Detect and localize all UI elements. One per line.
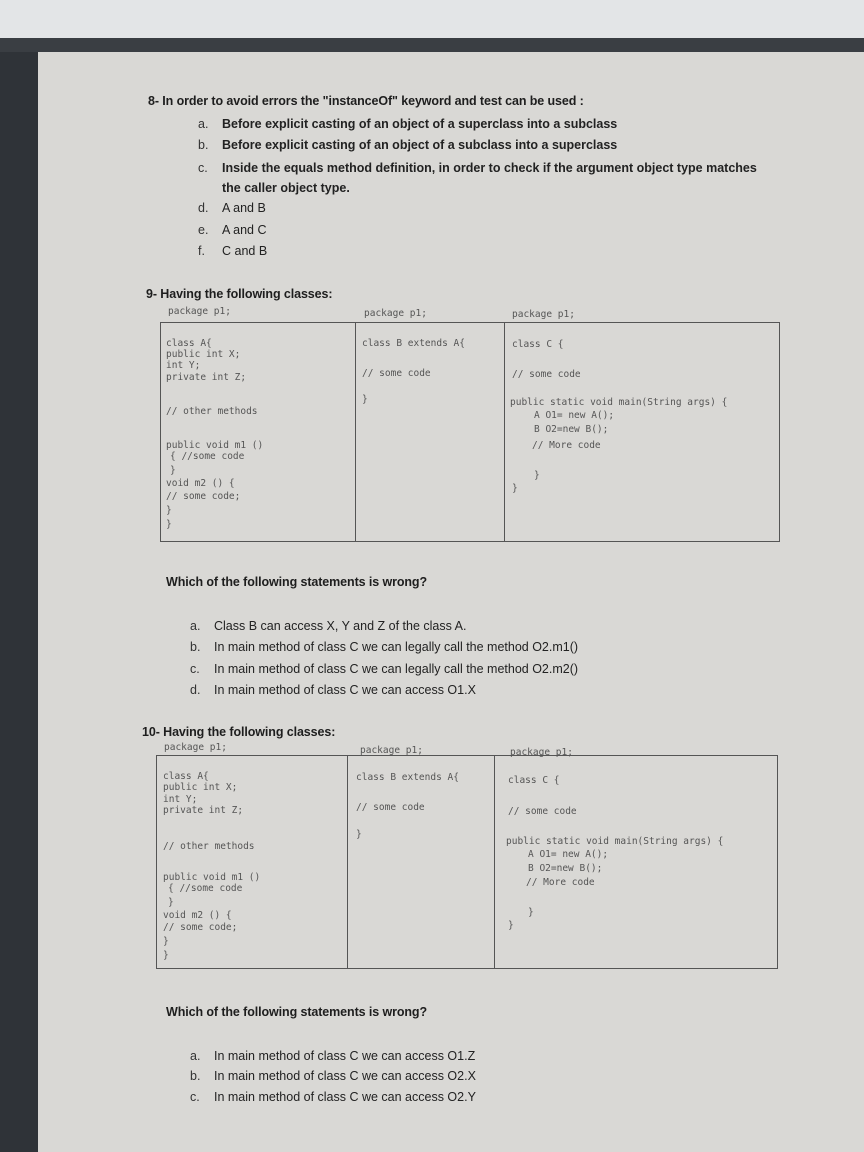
q9-code-line: int Y;: [166, 360, 201, 371]
q9-code-line: }: [362, 394, 368, 405]
q9-option-b: b. In main method of class C we can legally call the method O2.m1(): [190, 640, 579, 654]
q9-stem: 9- Having the following classes:: [146, 287, 333, 301]
q10-code-line: // More code: [526, 877, 595, 888]
q9-code-line: A O1= new A();: [534, 410, 615, 421]
q10-code-line: // some code;: [163, 922, 238, 933]
q9-code-line: }: [534, 470, 540, 481]
q10-code-line: class B extends A{: [356, 772, 459, 783]
q9-code-line: }: [166, 505, 172, 516]
q10-code-line: }: [508, 920, 514, 931]
q9-col1-package: package p1;: [168, 306, 231, 317]
q9-code-table: [160, 322, 780, 542]
q9-code-line: private int Z;: [166, 372, 247, 383]
q10-col2-cell: [348, 756, 495, 969]
q9-code-line: // other methods: [166, 406, 258, 417]
q10-option-c: c. In main method of class C we can access O2.Y: [190, 1090, 476, 1104]
monitor-top-edge: [0, 0, 864, 38]
q10-code-line: B O2=new B();: [528, 863, 603, 874]
q9-code-line: class B extends A{: [362, 338, 465, 349]
q9-question: Which of the following statements is wrong?: [166, 575, 427, 589]
q9-option-c: c. In main method of class C we can legally call the method O2.m2(): [190, 662, 579, 676]
q9-code-line: B O2=new B();: [534, 424, 609, 435]
q9-col2-cell: [356, 323, 505, 542]
q10-code-line: }: [163, 950, 169, 961]
q10-code-line: int Y;: [163, 794, 198, 805]
q10-code-line: }: [528, 907, 534, 918]
q9-option-d: d. In main method of class C we can access O1.X: [190, 683, 476, 697]
q8-option-d: d. A and B: [198, 201, 266, 215]
q10-code-line: // some code: [508, 806, 577, 817]
q10-option-b: b. In main method of class C we can access O2.X: [190, 1069, 476, 1083]
q9-code-line: // More code: [532, 440, 601, 451]
q9-code-line: }: [512, 483, 518, 494]
q10-col2-package: package p1;: [360, 745, 423, 756]
q9-code-line: }: [166, 519, 172, 530]
q9-code-line: // some code: [512, 369, 581, 380]
q10-code-line: // other methods: [163, 841, 255, 852]
q9-col2-package: package p1;: [364, 308, 427, 319]
q10-code-line: void m2 () {: [163, 910, 232, 921]
q8-option-b: b. Before explicit casting of an object of a subclass into a superclass: [198, 138, 618, 152]
q9-option-a: a. Class B can access X, Y and Z of the class A.: [190, 619, 467, 633]
q9-code-line: class C {: [512, 339, 564, 350]
q8-option-e: e. A and C: [198, 223, 267, 237]
q9-code-line: // some code: [362, 368, 431, 379]
q9-code-line: class A{: [166, 338, 212, 349]
q10-code-line: }: [356, 829, 362, 840]
q10-code-line: { //some code: [168, 883, 243, 894]
q9-code-line: public static void main(String args) {: [510, 397, 728, 408]
q9-col3-package: package p1;: [512, 309, 575, 320]
q10-col1-package: package p1;: [164, 742, 227, 753]
q9-code-line: { //some code: [170, 451, 245, 462]
q10-option-a: a. In main method of class C we can access O1.Z: [190, 1049, 476, 1063]
q10-code-line: public static void main(String args) {: [506, 836, 724, 847]
q10-code-line: private int Z;: [163, 805, 244, 816]
q9-code-line: }: [170, 465, 176, 476]
q10-code-table: [156, 755, 778, 969]
q10-question: Which of the following statements is wrong?: [166, 1005, 427, 1019]
q9-code-line: public int X;: [166, 349, 241, 360]
q10-code-line: public int X;: [163, 782, 238, 793]
q10-code-line: // some code: [356, 802, 425, 813]
q8-option-f: f. C and B: [198, 244, 268, 258]
q8-option-c: c. Inside the equals method definition, in order to check if the argument object type matches: [198, 161, 757, 175]
q9-code-line: // some code;: [166, 491, 241, 502]
q10-code-line: }: [163, 936, 169, 947]
q10-code-line: public void m1 (): [163, 872, 261, 883]
q9-code-line: void m2 () {: [166, 478, 235, 489]
q10-stem: 10- Having the following classes:: [142, 725, 336, 739]
q9-code-line: public void m1 (): [166, 440, 264, 451]
q10-code-line: class C {: [508, 775, 560, 786]
q10-col3-cell: [495, 756, 778, 969]
q10-code-line: A O1= new A();: [528, 849, 609, 860]
q8-stem: 8- In order to avoid errors the "instanceOf" keyword and test can be used :: [148, 94, 584, 108]
monitor-bezel: [0, 38, 864, 52]
q8-option-c-cont: the caller object type.: [222, 181, 350, 195]
q10-code-line: }: [168, 897, 174, 908]
q10-col3-package: package p1;: [510, 747, 573, 758]
q10-code-line: class A{: [163, 771, 209, 782]
q8-option-a: a. Before explicit casting of an object of a superclass into a subclass: [198, 117, 618, 131]
exam-sheet: [38, 52, 864, 1152]
